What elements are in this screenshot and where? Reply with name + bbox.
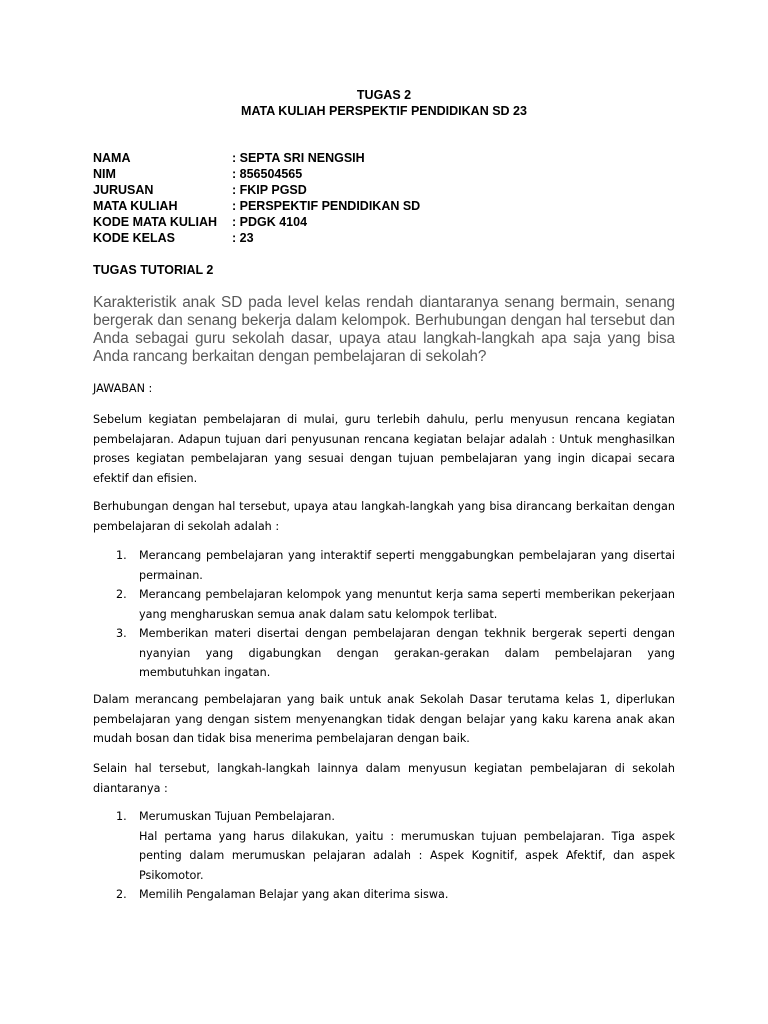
list-number: 2. xyxy=(116,588,127,601)
identity-value: : 856504565 xyxy=(232,167,303,181)
identity-value: : PDGK 4104 xyxy=(232,215,308,229)
paragraph-1: Sebelum kegiatan pembelajaran di mulai, guru terlebih dahulu, perlu menyusun rencana kegiatan pembelajaran. Adapun tujuan dari penyusunan rencana kegiatan belajar adalah : Untuk menghasilkan proses kegiatan pembelajaran yang sesuai dengan tujuan pembelajaran yang ingin dicapai secara efektif dan efisien. xyxy=(93,413,675,485)
strategy-list xyxy=(93,546,675,683)
identity-row-course-code xyxy=(93,214,420,230)
list-item xyxy=(93,585,675,624)
list-item-text: Memberikan materi disertai dengan pembelajaran dengan tekhnik bergerak seperti dengan nyanyian yang digabungkan dengan gerakan-gerakan dalam pembelajaran yang membutuhkan ingatan. xyxy=(139,627,675,679)
identity-row-class-code xyxy=(93,230,420,246)
list-item-text: Merancang pembelajaran yang interaktif seperti menggabungkan pembelajaran yang disertai permainan. xyxy=(139,549,675,582)
identity-label: JURUSAN xyxy=(93,183,154,197)
course-title: MATA KULIAH PERSPEKTIF PENDIDIKAN SD 23 xyxy=(241,104,527,118)
identity-label: MATA KULIAH xyxy=(93,199,178,213)
list-item-title: Merumuskan Tujuan Pembelajaran. xyxy=(139,810,335,823)
list-number: 1. xyxy=(116,549,127,562)
identity-row-name xyxy=(93,150,420,166)
identity-value: : 23 xyxy=(232,231,254,245)
list-number: 2. xyxy=(116,888,127,901)
list-number: 3. xyxy=(116,627,127,640)
answer-label: JAWABAN : xyxy=(93,382,153,395)
list-number: 1. xyxy=(116,810,127,823)
paragraph-3: Dalam merancang pembelajaran yang baik untuk anak Sekolah Dasar terutama kelas 1, diperlukan pembelajaran yang dengan sistem menyenangkan tidak dengan belajar yang kaku karena anak akan mudah bosan dan tidak bisa menerima pembelajaran dengan baik. xyxy=(93,693,675,745)
list-item xyxy=(93,807,675,885)
identity-label: KODE MATA KULIAH xyxy=(93,215,218,229)
identity-row-department xyxy=(93,182,420,198)
assignment-title: TUGAS 2 xyxy=(356,88,412,102)
list-item-text: Merancang pembelajaran kelompok yang menuntut kerja sama seperti memberikan pekerjaan yang mengharuskan semua anak dalam satu kelompok terlibat. xyxy=(139,588,675,621)
identity-label: NIM xyxy=(93,167,116,181)
paragraph-2: Berhubungan dengan hal tersebut, upaya atau langkah-langkah yang bisa dirancang berkaitan dengan pembelajaran di sekolah adalah : xyxy=(93,500,675,533)
identity-label: NAMA xyxy=(93,151,131,165)
question-text: Karakteristik anak SD pada level kelas rendah diantaranya senang bermain, senang bergerak dan senang bekerja dalam kelompok. Berhubungan dengan hal tersebut dan Anda sebagai guru sekolah dasar, upaya atau langkah-langkah apa saja yang bisa Anda rancang berkaitan dengan pembelajaran di sekolah? xyxy=(93,294,675,365)
student-identity xyxy=(93,150,420,246)
tutorial-heading: TUGAS TUTORIAL 2 xyxy=(93,263,214,277)
identity-value: : SEPTA SRI NENGSIH xyxy=(232,151,365,165)
identity-row-course xyxy=(93,198,420,214)
list-item-description: Hal pertama yang harus dilakukan, yaitu : merumuskan tujuan pembelajaran. Tiga aspek penting dalam merumuskan pelajaran adalah : Aspek Kognitif, aspek Afektif, dan aspek Psikomotor. xyxy=(139,829,675,882)
steps-list xyxy=(93,807,675,905)
identity-value: : FKIP PGSD xyxy=(232,183,307,197)
paragraph-4: Selain hal tersebut, langkah-langkah lainnya dalam menyusun kegiatan pembelajaran di sekolah diantaranya : xyxy=(93,762,675,795)
identity-value: : PERSPEKTIF PENDIDIKAN SD xyxy=(232,199,421,213)
list-item xyxy=(93,546,675,585)
identity-row-nim xyxy=(93,166,420,182)
list-item xyxy=(93,885,675,905)
identity-label: KODE KELAS xyxy=(93,231,175,245)
list-item xyxy=(93,624,675,683)
list-item-title: Memilih Pengalaman Belajar yang akan diterima siswa. xyxy=(139,888,449,901)
